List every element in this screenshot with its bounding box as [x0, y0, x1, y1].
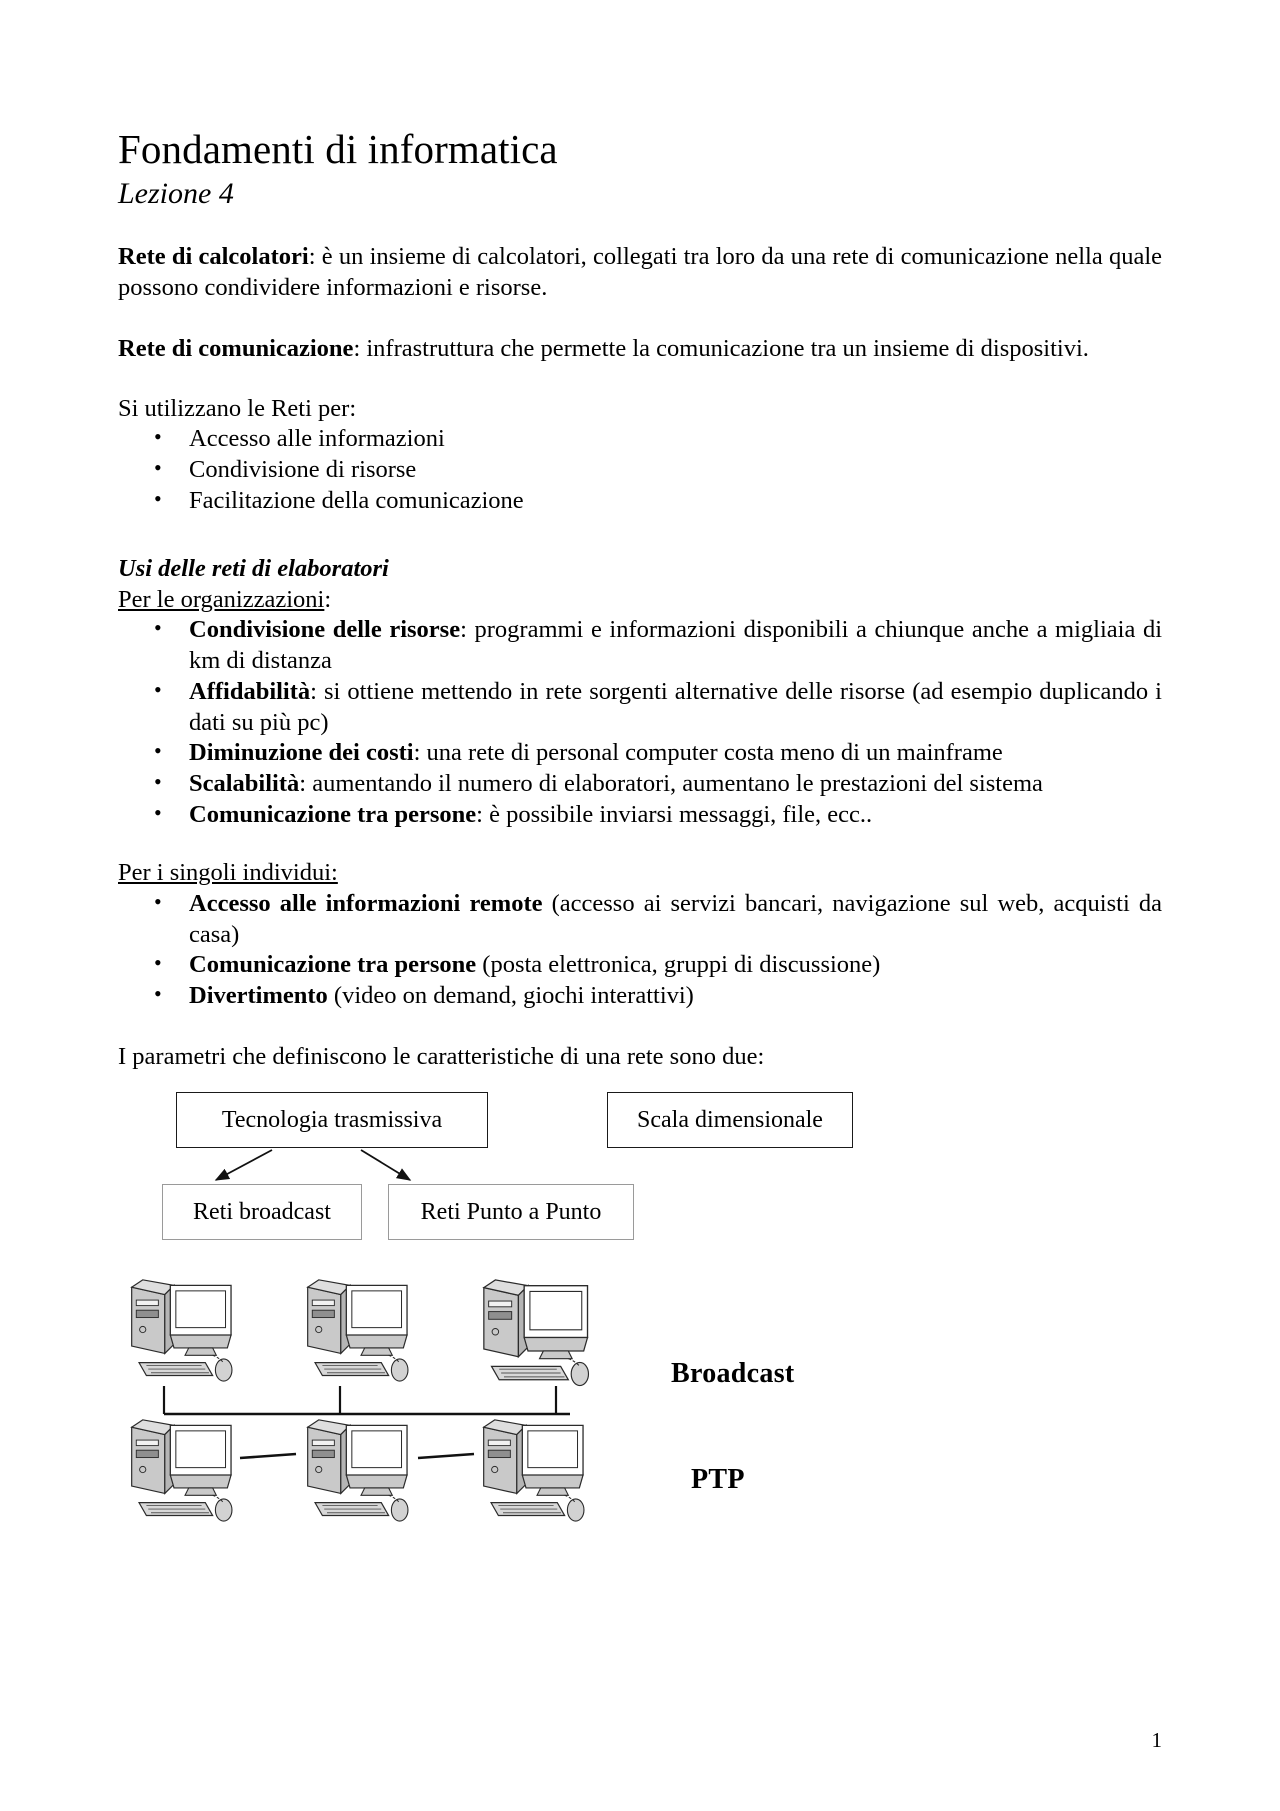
list-item-text: (accesso ai servizi bancari, navigazione sul web, acquisti da casa)	[189, 889, 1162, 948]
computer-icon	[484, 1420, 584, 1521]
subheading-organizations-suffix: :	[324, 585, 332, 613]
definition-paragraph-1	[118, 241, 1162, 304]
diagram-box-label: Reti broadcast	[193, 1199, 331, 1226]
list-item	[118, 769, 1162, 800]
parameters-intro: I parametri che definiscono le caratteristiche di una rete sono due:	[118, 1042, 765, 1070]
diagram-box-label: Reti Punto a Punto	[420, 1199, 602, 1226]
individuals-list	[118, 889, 1162, 1012]
list-item	[118, 677, 1162, 738]
definition-term-1: Rete di calcolatori	[118, 242, 309, 270]
diagram-box-label: Scala dimensionale	[637, 1107, 823, 1134]
spacer	[118, 830, 1162, 857]
list-item	[118, 950, 1162, 981]
list-item-separator	[542, 890, 551, 917]
list-item-text: (video on demand, giochi interattivi)	[333, 982, 694, 1010]
list-item	[118, 800, 1162, 831]
list-item-separator: :	[476, 800, 490, 828]
ptp-link-2	[418, 1454, 474, 1458]
network-figure	[118, 1278, 1162, 1540]
list-item-term: Divertimento	[189, 982, 328, 1010]
computer-icon	[132, 1280, 232, 1381]
list-item-text: è possibile inviarsi messaggi, file, ecc..	[489, 800, 873, 828]
organizations-list	[118, 615, 1162, 830]
network-label-ptp: PTP	[691, 1464, 745, 1496]
list-item-term: Comunicazione tra persone	[189, 800, 477, 828]
diagram-box-reti-punto-a-punto	[388, 1184, 634, 1240]
uses-intro-lead: Si utilizzano le Reti per:	[118, 395, 357, 423]
network-label-broadcast: Broadcast	[671, 1358, 795, 1390]
list-item-separator: :	[460, 616, 475, 644]
arrow-to-broadcast	[216, 1150, 272, 1180]
diagram-box-tecnologia-trasmissiva	[176, 1092, 488, 1148]
list-item: • Facilitazione della comunicazione	[118, 486, 1162, 517]
list-item-term: Condivisione delle risorse	[189, 616, 461, 644]
list-item	[118, 738, 1162, 769]
subheading-individuals-label: Per i singoli individui:	[118, 859, 338, 887]
subheading-organizations-label: Per le organizzazioni	[118, 585, 325, 613]
definition-text-1: è un insieme di calcolatori, collegati tra loro da una rete di comunicazione nella quale possono condividere informazioni e risorse.	[118, 242, 1162, 302]
list-item	[118, 981, 1162, 1012]
definition-separator-2: :	[353, 334, 367, 362]
list-item	[118, 615, 1162, 676]
page-number: 1	[1151, 1728, 1162, 1752]
section-heading-uses: Usi delle reti di elaboratori	[118, 554, 389, 582]
definition-text-2: infrastruttura che permette la comunicazione tra un insieme di dispositivi.	[366, 334, 1089, 362]
list-item-text: si ottiene mettendo in rete sorgenti alternative delle risorse (ad esempio duplicando i dati su più pc)	[189, 677, 1162, 736]
list-item: • Condivisione di risorse	[118, 455, 1162, 486]
diagram-box-reti-broadcast	[162, 1184, 362, 1240]
diagram-box-scala-dimensionale	[607, 1092, 853, 1148]
list-item-term: Affidabilità	[189, 677, 311, 705]
list-item-term: Diminuzione dei costi	[189, 739, 414, 767]
page-title: Fondamenti di informatica	[118, 126, 558, 172]
definition-separator-1: :	[308, 242, 322, 270]
page-subtitle: Lezione 4	[118, 177, 234, 211]
list-item: • Accesso alle informazioni	[118, 424, 1162, 455]
list-item-text: aumentando il numero di elaboratori, aumentano le prestazioni del sistema	[312, 769, 1043, 797]
computer-icon	[308, 1280, 408, 1381]
arrow-to-ptp	[361, 1150, 410, 1180]
subheading-organizations	[118, 584, 1162, 615]
computer-icon	[132, 1420, 232, 1521]
list-item-separator: :	[310, 677, 325, 705]
definition-term-2: Rete di comunicazione	[118, 334, 354, 362]
ptp-link-1	[240, 1454, 296, 1458]
computer-icon	[308, 1420, 408, 1521]
list-item-term: Accesso alle informazioni remote	[189, 889, 543, 917]
computer-icon	[484, 1280, 589, 1386]
definition-paragraph-2	[118, 333, 1162, 364]
list-item-separator: :	[413, 739, 427, 767]
list-item-text: programmi e informazioni disponibili a chiunque anche a migliaia di km di distanza	[189, 616, 1162, 675]
list-item-text: una rete di personal computer costa meno di un mainframe	[426, 739, 1003, 767]
uses-intro-list	[118, 424, 1162, 516]
flow-diagram	[118, 1088, 1162, 1248]
network-illustration	[118, 1278, 918, 1540]
diagram-box-label: Tecnologia trasmissiva	[221, 1107, 443, 1134]
list-item-term: Comunicazione tra persone	[189, 951, 477, 979]
list-item-term: Scalabilità	[189, 769, 300, 797]
list-item-separator: :	[299, 769, 313, 797]
subheading-individuals	[118, 857, 1162, 888]
list-item	[118, 889, 1162, 950]
list-item-text: (posta elettronica, gruppi di discussione)	[482, 951, 881, 979]
